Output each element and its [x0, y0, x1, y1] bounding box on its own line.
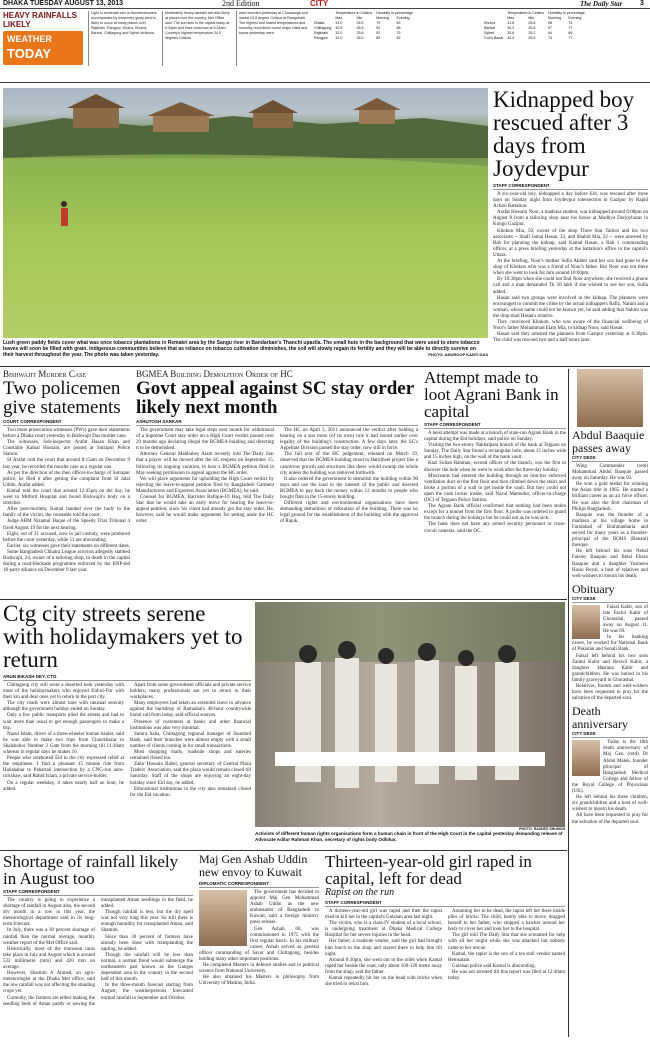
wx-cell: 63	[396, 21, 401, 25]
paragraph: He left behind his three children, six grandchildren and a host of well-wishers to mourn his death.	[572, 795, 648, 813]
wx-col-evening: Evening	[396, 16, 410, 20]
paragraph: Most shopping malls, roadside shops and eateries remained closed too.	[130, 750, 251, 762]
paragraph: Only a few public transports plied the streets and had to wait more than usual to get enough passengers to make a trip.	[3, 713, 124, 731]
human-chain-photo	[255, 602, 565, 827]
table-row	[312, 36, 415, 41]
human-chain-caption-box	[255, 827, 565, 847]
police-kicker: Bishwajit Murder Case	[3, 369, 87, 379]
human-chain-caption: Activists of different human rights organisations form a human chain in front of the High Court in the capital yesterday demanding release of Advocate Adilur Rahman Khan, secretary of rights body Odhikar.	[255, 831, 563, 842]
paragraph: Gen Ashab, 60, was commissioned in 1975 with the first regular batch. In his military career, Ashab served as general officer commanding of Savar and Chittagong, besides holding many other important positions.	[199, 926, 319, 963]
agrani-byline: STAFF CORRESPONDENT	[424, 422, 566, 429]
paragraph: Wing Commander (retd) Mohammad Abdul Baaquie passed away on Saturday. He was 93.	[572, 464, 648, 482]
girl-raped-body	[325, 909, 565, 988]
wx-cell: Sylhet	[484, 31, 494, 35]
paragraph: Historically, most of the monsoon rains take place in July and August which is around 532 millimetre (mm) and 420 mm on average.	[3, 946, 95, 971]
police-headline: Two policemen give statements	[3, 378, 121, 418]
paragraph: After post-mortem, Kamal handed over the body to the family of the victim, the constable told the court.	[3, 507, 130, 519]
weather-table-left	[312, 11, 415, 41]
paragraph: Arafat Hossain Noor, a madrasa student, was kidnapped around 6:00pm on August 8 from a tailoring shop near his house at Modhya Durjoybazar in Kongo Gazipur.	[493, 210, 648, 228]
baaquie-byline: CITY DESK	[572, 455, 648, 462]
paragraph: Her father, a roadside vendor, said the girl had brought him lunch to the shop and stayed there to help him till night.	[325, 939, 442, 957]
envoy-headline: Maj Gen Ashab Uddin new envoy to Kuwait	[199, 853, 308, 879]
paragraph: In his banking career, he worked for National Bank of Pakistan and Sonali Bank.	[572, 635, 648, 653]
paragraph: A thirteen-year-old girl was raped and then the rapist tried to kill her in the capital's Gulshan area last night.	[325, 909, 442, 921]
wx-col-evening: Evening	[568, 16, 582, 20]
photo-caption-text: Lush green paddy fields cover what was once tobacco plantations in Remakri area by the Sangu river in Bandarban's Thanchi upazila. The small huts in the background that were used to store tobacco leaves will soon be filled with grain. Indigenous communities believe that as reliance on tobacco cultivation diminishes, the soil will slowly regain its fertility and they will be able to directly survive on their harvest throughout the year. The photo was taken yesterday.	[3, 340, 480, 358]
paddy-field-photo	[3, 88, 488, 338]
bgmea-headline: Govt appeal against SC stay order likely next month	[136, 378, 414, 418]
paragraph: Hasan said two groups were involved in the kidnap. The planners were encouraged to commit the crime by the actual kidnappers Rafiz, Nahim and a woman, whose name could not be known yet, he said adding that Nahim was the drop mail Hasan's relative.	[493, 295, 648, 319]
wx-cell: 77	[568, 36, 573, 40]
wx-cell: 26.5	[356, 21, 364, 25]
paragraph: Though the rainfall will be less than normal, a normal flood would submerge the northeastern part known as the Ganges dependent area in the country in the second half of this month.	[101, 952, 193, 983]
paragraph: The witnesses, Sub-inspector Arafat Hasan Khan and Constable Kamal Hossain, are posted at Sutrapur Police Station.	[3, 440, 130, 458]
paddy-field-illustration	[3, 88, 488, 338]
paragraph: Kamal told the court that around 12:45pm on the day, he went to Mitford Hospital and found Bishwajit's body on a stretcher.	[3, 488, 130, 507]
paragraph: In July, there was a 30 percent shortage of rainfall than the normal average, monthly weather report of the Met Office said.	[3, 928, 95, 946]
paragraph: Some Bangladesh Chhatra League activists allegedly stabbed Bishwajit, 24, owner of a tailoring shop, to death in the capital during a road-blockade programme enforced by the BNP-led 18-party alliance on December 9 last year.	[3, 549, 130, 574]
paragraph: Khokon Mia, 50, owner of the shop Three Star Tailors and his two associates -- Shafi Jamal Hasan, 33, and Shahid Mia, 22 -- were arrested by Rab for planning the kidnap, said Kamal Hasan, a Rab 1 commanding officer, at a press briefing yesterday at the battalion's office in the capital's Uttara.	[493, 228, 648, 258]
wx-cell: 26.6	[356, 26, 364, 30]
kidnap-body	[493, 192, 648, 344]
wx-cell: 32.4	[507, 36, 515, 40]
wx-col-morning: Morning	[376, 16, 390, 20]
wx-cell: 97	[548, 26, 553, 30]
paragraph: People who celebrated Eid in the city expressed relief at the emptiness. I find a pleasant 15 minute ride from Halishahar to Pahartali intersection by a CNG-run auto-rickshaw, said Rahid Islam, a private service-holder.	[3, 756, 124, 780]
wx-head-hum: Humidity in percentage	[376, 11, 413, 15]
envoy-byline: DIPLOMATIC CORRESPONDENT	[199, 881, 319, 888]
wx-cell: 77	[568, 26, 573, 30]
wx-cell: 98	[548, 21, 553, 25]
paragraph: Today is the 18th death anniversary of Maj Gen (retd) Dr Abdul Malek, founder principal of Bangladesh Medical College and fellow of the Royal College of Physicians (UK).	[572, 740, 648, 795]
wx-cell: Rajshahi	[314, 31, 328, 35]
wx-col-max: Max.	[335, 16, 344, 20]
weather-badge-line1: WEATHER	[7, 34, 52, 44]
weather-box	[3, 11, 85, 67]
obituary-portrait	[572, 605, 600, 639]
photo-credit: PHOTO: ANUROOP KANTI DAS	[428, 352, 488, 357]
wx-cell: 79	[376, 21, 381, 25]
wx-cell: 94	[548, 31, 553, 35]
masthead-edition: 2nd Edition	[222, 0, 260, 8]
rainfall-headline: Shortage of rainfall likely in August too	[3, 853, 179, 888]
wx-cell: Rangpur	[314, 36, 328, 40]
wx-cell: 25.5	[528, 36, 536, 40]
table-row	[482, 36, 587, 41]
ctg-body	[3, 683, 251, 799]
wx-cell: 25.2	[528, 31, 536, 35]
wx-cell: 26.8	[528, 21, 536, 25]
ctg-headline: Ctg city streets serene with holidaymakers yet to return	[3, 602, 243, 672]
paragraph: The victim, who is a class-IV student of a local school, is undergoing treatment at Dhaka Medical College Hospital for her severe injuries in the head.	[325, 921, 442, 939]
wx-cell: 30.5	[335, 26, 343, 30]
paragraph: Gulshan police said Kamal is absconding.	[452, 963, 536, 969]
weather-text-1: Light to moderate rain or thundershowers accompanied by temporary gusty wind is likely to occur at many places over Rajshahi, Rangpur, Dhaka, Khulna, Barisal, Chittagong and Sylhet divisions.	[88, 11, 158, 66]
wx-cell: 32.0	[335, 36, 343, 40]
masthead-section: CITY	[310, 0, 329, 8]
police-byline: COURT CORRESPONDENT	[3, 419, 130, 426]
obituary-byline: CITY DESK	[572, 596, 648, 603]
wx-cell: 31.8	[507, 21, 515, 25]
paragraph: The full text of the HC judgement, released on March 19, observed that the BGMEA building stood in Hatirjheel project like a cancerous growth and structures like these would swamp the whole city unless the building was removed forthwith.	[280, 452, 418, 476]
wx-cell: 82	[396, 36, 401, 40]
death-anniv-byline: CITY DESK	[572, 731, 648, 738]
kidnap-story	[493, 88, 648, 364]
paragraph: Currently, the farmers are either making the seedling beds of Aman paddy or sowing the transplanted Aman seedlings in the field, he added.	[3, 898, 193, 1007]
paragraph: As per the direction of the then officer-in-charge of Sutrapur police, he filed it after getting the complaint from SI Jalal Uddin, Arafat added.	[3, 470, 130, 488]
wx-cell: 26.0	[356, 36, 364, 40]
paragraph: Hasan said they arrested the planners from Gazipur yesterday at 6:30pm. The child was rescued two and a half hours later.	[493, 332, 648, 344]
paragraph: He also obtained his Masters in philosophy from University of Madras, India.	[199, 975, 319, 987]
paragraph: The HC on April 3, 2011 announced the verdict after holding a hearing on a suo moto (of its own) rule it had issued earlier over legality of the building's construction. A few days later, the SC's Appellate Division passed the stay order, now still in force.	[280, 428, 418, 452]
paragraph: By 10:30pm when she could not find Noor anywhere, she received a phone call and a man demanded Tk 50 lakh if she wished to see her son, Sufia added.	[493, 277, 648, 295]
obituary-title: Obituary	[572, 581, 615, 596]
paragraph: He was not arrested till this report was filed at 12:40am today.	[448, 969, 565, 982]
weather-text-2: Moderately heavy rainfalls are also likely at places over the country, Met Office said. The sun sets in the capital today at 6:34pm and rises tomorrow at 5:34am. Country's highest temperature 34.0 degrees Celsius	[162, 11, 232, 66]
paragraph: Kamal, the rapist is the son of a tea stall vendor named Hemsalam.	[448, 951, 565, 963]
death-anniv-portrait	[572, 740, 600, 776]
death-anniv-title: Death anniversary	[572, 704, 628, 732]
envoy-story	[199, 853, 319, 1038]
paragraph: Judge ABM Nizamul Haque of the Speedy Trial Tribunal 4 fixed August 19 for the next hearing.	[3, 519, 130, 531]
wx-cell: 31.0	[335, 21, 343, 25]
divider	[0, 850, 567, 851]
weather-table-right	[482, 11, 587, 41]
masthead	[0, 0, 650, 9]
paragraph: The bank does not have any armed security personnel or close-circuit cameras, said the OC.	[424, 522, 566, 534]
weather-headline: HEAVY RAINFALLS LIKELY	[3, 11, 77, 29]
paragraph: Around 8:30pm, she went out to the toilet when Kamal raped her beside the road, only about 100-120 metre away from the shop, said the father.	[325, 957, 442, 975]
paragraph: The city roads were almost bare with unusual serenity although the government holiday ended on Sunday.	[3, 701, 124, 713]
wx-cell: 25.8	[356, 31, 364, 35]
paragraph: Presence of customers at banks and other financial institutions was also very minimal.	[130, 719, 251, 731]
paragraph: Eight, out of 21 accused, now in jail custody, were produced before the court yesterday, while 11 are absconding.	[3, 531, 130, 543]
paragraph: Educational institutions in the city also remained closed for the Eid vacation.	[130, 786, 251, 798]
paragraph: Chittagong city still wore a deserted look yesterday with most of the holidaymakers who enjoyed Eid-ul-Fitr with their kin and dear ones yet to return to the port city.	[3, 683, 124, 701]
paragraph: The government has decided to appoint Maj Gen Mohammad Ashab Uddin as the new ambassador of Bangladesh to Kuwait, said a foreign ministry press release.	[250, 890, 319, 926]
wx-head-temp: Temperature in Celsius	[507, 11, 545, 15]
agrani-headline: Attempt made to loot Agrani Bank in capital	[424, 369, 559, 421]
wx-col-morning: Morning	[548, 16, 562, 20]
paragraph: Though rainfall is less, but the dry spell was not very long this year. So still there is enough humidity for transplanted Aman, said Shamim.	[101, 910, 193, 934]
wx-cell: 92	[376, 31, 381, 35]
girl-raped-subhead: Rapist on the run	[325, 887, 395, 898]
wx-cell: 69	[568, 31, 573, 35]
paragraph: In the three-month forecast starting from August, the weatherpersons forecasted normal rainfall in September and October.	[101, 983, 193, 1001]
paragraph: The government may take legal steps next month for withdrawal of a Supreme Court stay order on a High Court verdict passed over 29 months ago declaring illegal the BGMEA building and directing it to be demolished.	[136, 428, 274, 452]
wx-cell: 32.0	[335, 31, 343, 35]
paragraph: However, Shamim A Ahmed, an agro-meteorologist at the Dhaka Met office, said the low rainfall was not affecting the standing crops yet.	[3, 971, 95, 995]
column-rule	[568, 369, 569, 1037]
paragraph: He completed Masters in defence studies and in political science from National University.	[199, 963, 319, 975]
ctg-byline: ARUN BIKASH DEY, CTG	[3, 674, 251, 681]
paragraph: The country is going to experience a shortage of rainfall in August also, the second dry month in a row in this year, the meteorological department said in its long-term forecast.	[3, 898, 95, 928]
wx-col-max: Max.	[507, 16, 516, 20]
baaquie-body	[572, 464, 648, 580]
wx-cell: 30.2	[507, 26, 515, 30]
girl-raped-headline: Thirteen-year-old girl raped in capital, left for dead	[325, 853, 532, 888]
paragraph: Kamal repeatedly hit her on the head with bricks when she tried to resist him.	[325, 976, 442, 988]
bgmea-body	[136, 428, 418, 526]
girl-raped-story	[325, 853, 565, 1038]
wx-head-temp: Temperature in Celsius	[335, 11, 373, 15]
wx-cell: 75	[396, 31, 401, 35]
kidnap-byline: STAFF CORRESPONDENT	[493, 183, 648, 190]
paragraph: SI Arafat told the court that around 8:15am on December 9 last year, he recorded the murder case as a regular one.	[3, 458, 130, 470]
rainfall-story	[3, 853, 193, 1038]
paragraph: Many employees had taken an extended leave in advance against the backdrop of Ramadan's 48-hour countrywide hartal call from today, said official sources.	[130, 701, 251, 719]
paragraph: Earlier, six witnesses gave their statements on different dates.	[7, 543, 130, 549]
weather-text-3: was recorded yesterday at Chuadanga and lowest 24.5 degree Celsius at Rangamati. The highest and lowest temperatures and humidity recorded in some major cities and towns yesterday were:	[236, 11, 308, 66]
wx-col-min: Min.	[528, 16, 536, 20]
wx-col-min: Min.	[356, 16, 364, 20]
paragraph: The Agrani Bank official confirmed that nothing had been stolen except for a bonnet from the first floor. A probe was ordered to guard the branch during the holidays but he could not as he was sick.	[424, 504, 566, 522]
wx-cell: 74	[548, 36, 553, 40]
wx-cell: Dhaka	[314, 21, 325, 25]
police-body	[3, 428, 130, 574]
bgmea-byline: ASHUTOSH SARKAR	[136, 419, 418, 426]
paragraph: Assuming her to be dead, the rapist left her there inside piles of bricks. The child, barely able to move, dragged herself to her father, who stopped a hawker around her body to cover her and took her to the hospital.	[448, 909, 565, 933]
paragraph: A heist attempt was made at a branch of state-run Agrani Bank in the capital during the Eid holidays, said police on Sunday.	[424, 431, 566, 443]
rainfall-body	[3, 898, 193, 1008]
weather-badge-line2: TODAY	[7, 46, 52, 61]
ctg-story	[3, 602, 251, 832]
paragraph: Miscreants had entered the building through an iron-bar enforced ventilation duct on the first floor and then climbed down the stairs and broke a portion of a wall to get inside the vault. But they could not open the cash locker inside, said Nazul Mamudur, officer-in-charge (OC) of Tejgaon Police Station.	[424, 473, 566, 504]
divider	[0, 82, 650, 83]
wx-cell: 25.8	[528, 26, 536, 30]
wx-cell: Chittagong	[314, 26, 332, 30]
divider	[0, 599, 567, 600]
paragraph: On a regular weekday, it takes nearly half an hour, he added.	[3, 780, 124, 792]
paragraph: Visiting the two-storey Nakhalpara branch of the bank at Tejgaon on Sunday, The Daily Star found a rectangular hole, about 15 inches wide and 15 inches high, on the wall of the bank vault.	[424, 443, 566, 461]
paragraph: He won a gold medal for winning the Asian title in 1965. He started a brilliant career as an air force officer. He was also the first chairman of Philips Bangladesh.	[572, 482, 648, 512]
paragraph: They convinced Khokon, who was aware of the financial wellbeing of Noor's father Mohammad Elam Mia, to kidnap Noor, said Hasan.	[493, 319, 648, 332]
wx-cell: 30.6	[507, 31, 515, 35]
paragraph: The girl told The Daily Star that she screamed for help with all her might while she was attacked but nobody came to her rescue.	[448, 933, 565, 951]
paragraph: All have been requested to pray for the salvation of the departed soul.	[572, 813, 648, 825]
paragraph: It also ordered the government to demolish the building within 90 days and use the land to the interest of the public and directed BGMEA to pay back the money within 12 months to people who bought flats in the 15-storey building.	[280, 476, 418, 501]
paragraph: Nazul Islam, driver of a three-wheeler human hauler, said he was able to make two trips from Chawkbazar to Shalshohor Number 2 Gate from the morning till 11:30am whereas in regular days he makes 10.	[3, 731, 124, 756]
bgmea-kicker: BGMEA Building Demolition Order of HC	[136, 369, 293, 379]
paragraph: We will place arguments for upholding the High Court verdict by rejecting the leave-to-appeal petition filed by Bangladesh Garment Manufacturers and Exporters Association (BGMEA), he said.	[136, 476, 274, 494]
paragraph: Baaquie was the founder of a madrasa at his village home in Faridabad of Brahmanbaria and served for many years as a founder-principal of the DOHS (Banani) mosque.	[572, 512, 648, 549]
baaquie-headline: Abdul Baaquie passes away	[572, 428, 645, 455]
human-chain-illustration	[255, 602, 565, 827]
baaquie-portrait	[577, 369, 643, 427]
paragraph: Since than 30 percent of farmers have already been done with transplanting the sapling, he added.	[101, 934, 193, 952]
wx-cell: Khulna	[484, 21, 496, 25]
wx-head-hum: Humidity in percentage	[548, 11, 585, 15]
envoy-portrait	[199, 890, 247, 946]
paragraph: Sumra Saha, Chittagong regional manager of Standard Bank, said their branches were almost empty with a small number of clients coming in for small transactions.	[130, 731, 251, 749]
bgmea-story	[136, 369, 418, 597]
weather-table-1	[312, 11, 477, 66]
paragraph: At the briefing, Noor's mother Sufia Akhter said her son had gone to the shop of Khokon who was a friend of Noor's father. But Noor was not there when she went to look for him around 10:00pm.	[493, 259, 648, 277]
paragraph: Two more prosecution witnesses (PWs) gave their statements before a Dhaka court yesterday in Bishwajit Das murder case.	[3, 428, 130, 440]
right-column	[572, 369, 648, 1038]
paragraph: Different rights and environmental organisations have been demanding demolition or relocation of the building. There was no legal ground for the establishment of the building with the approval of Rajuk.	[280, 501, 418, 525]
paragraph: Apart from some government officials and private service holders, many professionals are yet to return to their workplaces.	[130, 683, 251, 701]
kidnap-headline: Kidnapped boy rescued after 3 days from Joydevpur	[493, 88, 635, 181]
weather-today-badge	[3, 31, 83, 65]
paragraph: Relatives, friends and well-wishers have been requested to pray for the salvation of the departed soul.	[572, 684, 648, 702]
paragraph: Kazi Sultan Rahman, second officer of the branch, was the first to discover the hole when he went to work after the three-day holiday.	[424, 461, 566, 473]
paragraph: A six-year-old boy, kidnapped a day before Eid, was rescued after three days on Sunday night from Joydevpur intersection in Gazipur by Rapid Action Battalion.	[493, 192, 648, 210]
paragraph: Counsel for BGMEA, Barrister Rafique-Ul Haq, told The Daily Star that he would take an early move for hearing the leave-to-appeal petition, since his client had already got the stay order. He, however, said he would make arguments for setting aside the HC order.	[136, 495, 274, 525]
paragraph: Zakir Hossain Babel, general secretary of Central Plaza Traders' Association, said the plaza would remain closed till Saturday. Staff of the shops are enjoying an eight-day holiday since Eid day, he added.	[130, 762, 251, 786]
paragraph: He left behind his sons Nehal Faisley Baaquie and Belal Ehsan Baaquie and a daughter Yasmeen Hasin Royal, a host of relatives and well-wishers to mourn his death.	[572, 549, 648, 579]
agrani-story	[424, 369, 566, 597]
weather-table-2	[482, 11, 648, 66]
masthead-dateline: DHAKA TUESDAY AUGUST 13, 2013	[3, 0, 124, 7]
wx-cell: 86	[396, 26, 401, 30]
paragraph: Attorney General Mahbubey Alam recently told The Daily Star that a prayer will be moved after the SC reopens on September 15, following its ongoing vacation, to hear a BGMEA petition filed in May seeking permission to appeal against the HC order.	[136, 452, 274, 476]
paragraph: Faisal Kabir, son of late Fazlul Kabir of Ghorashal, passed away on August 11. He was 69.	[603, 604, 648, 635]
police-story	[3, 369, 130, 597]
masthead-page: 3	[640, 0, 644, 7]
agrani-body	[424, 431, 566, 535]
paragraph: Faisal left behind his two sons Zaidul Kabir and Rezwil Kabir, a daughter Hasrana Kabir and grandchildren. He was buried in his family graveyard in Ghorashal.	[572, 653, 648, 683]
girl-raped-byline: STAFF CORRESPONDENT	[325, 900, 565, 907]
masthead-paper: The Daily Star	[580, 0, 623, 8]
wx-cell: 74	[568, 21, 573, 25]
wx-cell: 92	[376, 26, 381, 30]
wx-cell: 85	[376, 36, 381, 40]
photo-caption	[3, 340, 488, 364]
divider	[0, 366, 650, 367]
rainfall-byline: STAFF CORRESPONDENT	[3, 889, 193, 896]
wx-cell: Barisal	[484, 26, 495, 30]
human-chain-credit: PHOTO: RASHED SHUMON	[519, 827, 565, 831]
wx-cell: Cox's Bazar	[484, 36, 504, 40]
